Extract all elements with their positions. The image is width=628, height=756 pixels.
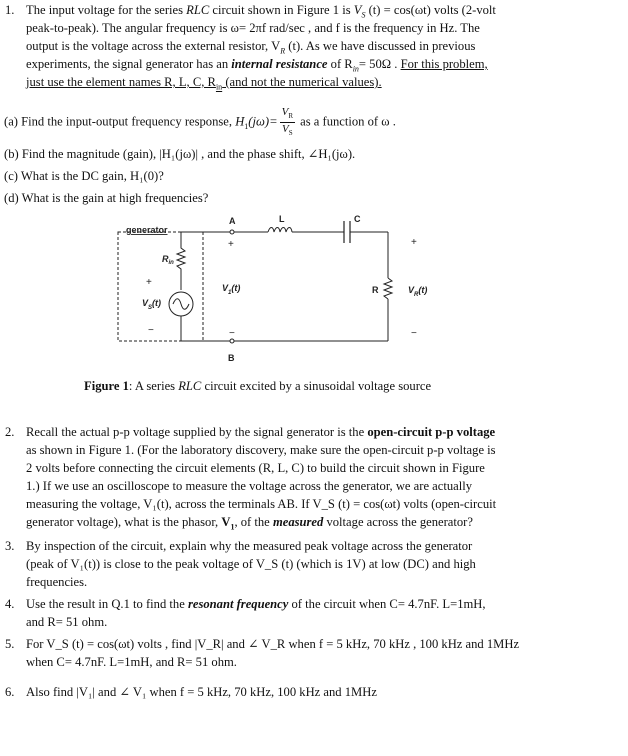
v1-plus: +	[228, 239, 234, 250]
q2-line-3: 2 volts before connecting the circuit elements (R, L, C) to build the circuit shown in Figure	[26, 461, 485, 475]
terminal-b-label: B	[228, 353, 235, 363]
q5-line-1: For V_S (t) = cos(ωt) volts , find |V_R| and ∠ V_R when f = 5 kHz, 70 kHz , 100 kHz and 1MHz	[26, 637, 520, 651]
q1-line-1: The input voltage for the series RLC circuit shown in Figure 1 is $V_S$ (t) = cos(ωt) volts (2-volt	[26, 3, 496, 20]
part-a: (a) Find the input-output frequency response, $H_1(j\omega)=$ $\frac{V_R}{V_S}$ as a function of ω .	[4, 106, 396, 138]
q3-line-1: By inspection of the circuit, explain why the measured peak voltage across the generator	[26, 539, 473, 553]
generator-box	[118, 232, 203, 341]
q4-line-1: Use the result in Q.1 to find the resonant frequency of the circuit when C= 4.7nF. L=1mH,	[26, 597, 486, 611]
q2-line-1: Recall the actual p-p voltage supplied by the signal generator is the open-circuit p-p voltage	[26, 425, 496, 439]
rin-resistor	[177, 232, 185, 290]
question-number: 6.	[5, 685, 15, 699]
v1-minus: −	[229, 328, 235, 339]
inductor-label: L	[279, 214, 285, 224]
vs-plus: +	[146, 277, 152, 288]
part-c: (c) What is the DC gain, H₁(0)?	[4, 169, 164, 183]
vs-minus: −	[148, 325, 154, 336]
q1-line-2: peak-to-peak). The angular frequency is ω= 2πf rad/sec , and f is the frequency in Hz. The	[26, 21, 480, 35]
q5-line-2: when C= 4.7nF. L=1mH, and R= 51 ohm.	[26, 655, 237, 669]
terminal-a-label: A	[229, 216, 236, 226]
question-number: 1.	[5, 3, 15, 17]
vr-label: $V_R(t)$	[408, 285, 428, 298]
question-number: 4.	[5, 597, 15, 611]
load-resistor	[384, 278, 392, 299]
capacitor-label: C	[354, 214, 361, 224]
vs-label: $V_S(t)$	[142, 298, 162, 311]
fraction-vr-over-vs: $\frac{V_R}{V_S}$	[281, 106, 293, 138]
question-number: 5.	[5, 637, 15, 651]
inductor	[268, 228, 292, 233]
q1-line-4: experiments, the signal generator has an internal resistance of $R_{in}= 50\Omega$ . For this problem,	[26, 57, 488, 74]
vr-plus: +	[411, 237, 417, 248]
sine-wave-icon	[173, 299, 189, 310]
q3-line-3: frequencies.	[26, 575, 88, 589]
terminal-b	[230, 339, 234, 343]
part-d: (d) What is the gain at high frequencies?	[4, 191, 209, 205]
part-b: (b) Find the magnitude (gain), |H₁(jω)| , and the phase shift, ∠H₁(jω).	[4, 147, 356, 161]
vr-minus: −	[411, 328, 417, 339]
question-number: 3.	[5, 539, 15, 553]
q1-line-5: just use the element names R, L, C, $R_{in}$ (and not the numerical values).	[26, 75, 382, 92]
q2-line-5: measuring the voltage, V₁(t), across the terminals AB. If V_S (t) = cos(ωt) volts (open-circuit	[26, 497, 497, 511]
v1-label: $V_1(t)$	[222, 283, 241, 296]
q6-line-1: Also find |V₁| and ∠ V₁ when f = 5 kHz, 70 kHz, 100 kHz and 1MHz	[26, 685, 377, 699]
question-number: 2.	[5, 425, 15, 439]
figure-caption: Figure 1: A series RLC circuit excited by a sinusoidal voltage source	[84, 379, 432, 393]
rin-label: $R_{in}$	[162, 254, 174, 266]
q2-line-4: 1.) If we use an oscilloscope to measure the voltage across the generator, we are actually	[26, 479, 473, 493]
q2-line-2: as shown in Figure 1. (For the laboratory discovery, make sure the open-circuit p-p voltage is	[26, 443, 496, 457]
q4-line-2: and R= 51 ohm.	[26, 615, 108, 629]
q1-line-3: output is the voltage across the external resistor, $V_R$ (t). As we have discussed in previous	[26, 39, 476, 56]
q2-line-6: generator voltage), what is the phasor, $V_1$, of the measured voltage across the generator?	[26, 515, 473, 532]
terminal-a	[230, 230, 234, 234]
generator-label: generator	[126, 225, 168, 235]
load-resistor-label: R	[372, 285, 379, 295]
q3-line-2: (peak of V₁(t)) is close to the peak voltage of V_S (t) (which is 1V) at low (DC) and high	[26, 557, 476, 571]
